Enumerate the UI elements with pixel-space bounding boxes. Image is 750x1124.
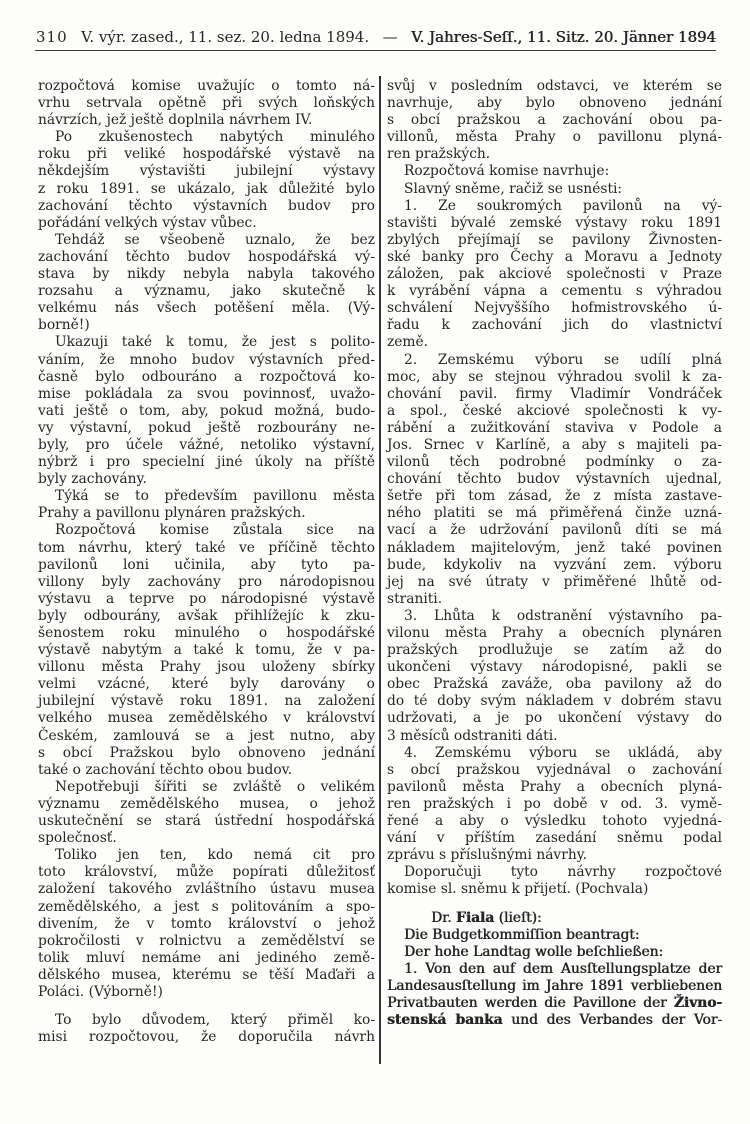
text-line: Nepotřebuji šířiti se zvláště o velikém xyxy=(55,778,375,795)
text-line: chování těchto budov výstavních ujednal, xyxy=(387,471,722,488)
text-line: roku při veliké hospodářské výstavě na xyxy=(38,146,375,163)
text-line: ren pražských. xyxy=(387,146,491,163)
text-line: vati ještě o tom, aby, pokud možná, budo- xyxy=(38,402,375,419)
text-line: k vyrábění vápna a cementu s výhradou xyxy=(387,283,722,300)
text-line: ného platiti se má přiměřená činže uzná- xyxy=(387,505,722,522)
text-line: To bylo důvodem, který přiměl ko- xyxy=(55,1012,375,1029)
text-line: šetře při tom zásad, že z místa zastave- xyxy=(387,488,722,505)
text-line: stavišti bývalé zemské výstavy roku 1891 xyxy=(387,214,722,231)
header-separator: — xyxy=(382,28,398,46)
text-line: 2. Zemskému výboru se udílí plná xyxy=(404,351,722,368)
text-line: Prahy a pavillonu plynáren pražských. xyxy=(38,505,306,522)
text-line: rozpočtová komise uvažujíc o tomto ná- xyxy=(38,78,375,94)
text-line: nákladem majitelovým, jenž také povinen xyxy=(387,539,722,556)
column-right xyxy=(387,78,722,1046)
text-line: 3 měsíců odstraniti dáti. xyxy=(387,727,558,744)
text-line-german: 1. Von den auf dem Ausſtellungsplatze der xyxy=(404,960,722,977)
text-line: byly, pro účele vážné, netoliko výstavní, xyxy=(38,436,375,453)
text-line-german: Landesausſtellung im Jahre 1891 verbliebenen xyxy=(387,977,722,994)
text-line: pražských prodlužuje se zatím až do xyxy=(387,642,722,659)
text-line: pořádání velkých výstav vůbec. xyxy=(38,214,257,231)
text-line: chování pavil. firmy Vladimír Vondráček xyxy=(387,385,722,402)
text-line: vrhu setrvala opětně při svých loňských xyxy=(38,95,375,112)
text-line: stava by nikdy nebyla nabyla takového xyxy=(38,266,375,283)
text-line: rábění a zužitkování staviva v Podole a xyxy=(387,419,722,436)
text-line: záložen, pak akciové společnosti v Praze xyxy=(387,266,722,283)
emphasized-name: Živno- xyxy=(673,994,722,1011)
text-line: mise pokládala za svou povinnosť, uvažo- xyxy=(38,385,375,402)
text-line: Jos. Srnec v Karlíně, a aby s majiteli pa- xyxy=(387,436,722,453)
text-line: šenostem roku minulého o hospodářské xyxy=(38,625,375,641)
text-line: 1. Ze soukromých pavilonů na vý- xyxy=(404,197,722,214)
text-line: jubilejní výstavě roku 1891. na založení xyxy=(38,693,375,710)
text-line: Tehdáž se všeobeně uznalo, že bez xyxy=(55,231,375,248)
text-line: časně bylo odbouráno a rozpočtová ko- xyxy=(38,368,375,385)
header-session-german: V. Jahres-Seſſ., 11. Sitz. 20. Jänner 1894 xyxy=(411,28,716,46)
text-line: divením, že v tomto království o jehož xyxy=(38,915,375,932)
text-line: byly odbourány, avšak přihlížejíc k zku- xyxy=(38,607,375,624)
text-line: s obcí pražskou a zachování obou pa- xyxy=(387,112,722,129)
emphasized-name: Fiala xyxy=(455,909,495,926)
text-line-german: Der hohe Landtag wolle beſchließen: xyxy=(404,943,664,960)
text-line: pokročilosti v rolnictvu a zemědělství se xyxy=(38,932,375,949)
text-segment: (lieſt): xyxy=(494,909,542,926)
text-line: zbylých přejímají se pavilony Živnosten- xyxy=(387,231,722,248)
text-line: a spol., české akciové společnosti k vy- xyxy=(387,402,722,419)
text-line: Týká se to především pavillonu města xyxy=(55,488,375,505)
text-line: dělského musea, kterému se těší Maďaři a xyxy=(38,966,375,983)
text-line: společnosť. xyxy=(38,830,117,847)
text-line: Poláci. (Výborně!) xyxy=(38,983,163,1000)
text-line: zachování těchto výstavních budov pro xyxy=(38,197,375,214)
text-line: s obcí pražskou vyjednával o zachování xyxy=(387,761,722,778)
page-header xyxy=(36,28,716,46)
text-line: Ukazuji také k tomu, že jest s polito- xyxy=(55,334,375,351)
text-line: významu zemědělského musea, o jehož xyxy=(38,795,375,812)
text-line: založení takového zvláštního ústavu musea xyxy=(38,881,375,898)
text-line: Po zkušenostech nabytých minulého xyxy=(55,129,375,146)
text-line: výstavu a teprve po národopisné výstavě xyxy=(38,590,375,607)
header-rule xyxy=(35,50,716,51)
page-number: 310 xyxy=(36,28,68,46)
text-line: velmi vzácné, které byly darovány o xyxy=(38,676,375,693)
text-line: Rozpočtová komise zůstala sice na xyxy=(55,522,375,539)
text-line: váním, že mnoho budov výstavních před- xyxy=(38,351,375,368)
text-line: Českém, zamlouvá se a jest nutno, aby xyxy=(38,727,375,744)
text-line: schválení Nejvyššího hofmistrovského ú- xyxy=(387,300,722,317)
text-line: Doporučuji tyto návrhy rozpočtové xyxy=(404,864,722,881)
text-line: byly zachovány. xyxy=(38,471,147,488)
text-line: Slavný sněme, račiž se usnésti: xyxy=(404,180,623,197)
text-line: řadu k zachování jich do vlastnictví xyxy=(387,317,722,334)
text-line: s obcí Pražskou bylo obnoveno jednání xyxy=(38,744,375,761)
text-line: villonu města Prahy jsou uloženy sbírky xyxy=(38,659,375,676)
text-segment: und des Verbandes der Vor- xyxy=(502,1012,722,1029)
text-line: komise sl. sněmu k přijetí. (Pochvala) xyxy=(387,881,649,898)
text-line: velkému nás všech potěšení měla. (Vý- xyxy=(38,300,375,317)
text-line: toto království, může popírati důležitosť xyxy=(38,864,375,881)
text-line: uskutečnění se stará ústřední hospodářská xyxy=(38,813,375,830)
text-line: nýbrž i pro specielní jiné úkoly na příště xyxy=(38,454,375,471)
text-line: vilonů těch podrobné podmínky o za- xyxy=(387,454,722,471)
text-line: někdejším výstavišti jubilejní výstavy xyxy=(38,163,375,180)
text-line: svůj v posledním odstavci, ve kterém se xyxy=(387,78,722,94)
text-line: také o zachování těchto obou budov. xyxy=(38,761,293,778)
text-line: ren pražských i po době v od. 3. vymě- xyxy=(387,795,722,812)
text-line: země. xyxy=(387,334,429,351)
text-line: pavilonů města Prahy a obecních plyná- xyxy=(387,778,722,795)
text-line: rozsahu a významu, jako skutečně k xyxy=(38,283,375,300)
emphasized-name: stenská banka xyxy=(387,1012,503,1029)
text-line: moc, aby se stejnou výhradou svolil k za- xyxy=(387,368,722,385)
text-line: z roku 1891. se ukázalo, jak důležité bylo xyxy=(38,180,375,197)
text-line: Rozpočtová komise navrhuje: xyxy=(404,163,610,180)
text-line: tom návrhu, který také ve příčině těchto xyxy=(38,539,375,556)
column-left xyxy=(38,78,375,1046)
text-line: 4. Zemskému výboru se ukládá, aby xyxy=(404,744,722,761)
text-line: vací a že udržování pavilonů díti se má xyxy=(387,522,722,539)
text-line: misi rozpočtovou, že doporučila návrh xyxy=(38,1029,375,1046)
text-line: obec Pražská zaváže, oba pavilony až do xyxy=(387,676,722,693)
text-line: zachování těchto budov hospodářská vý- xyxy=(38,248,375,265)
text-columns xyxy=(38,78,722,1046)
header-session-czech: V. výr. zased., 11. sez. 20. ledna 1894. xyxy=(81,28,370,46)
text-line: ukončeni výstavy národopisné, pakli se xyxy=(387,659,722,676)
text-line-german: Die Budgetkommiſſion beantragt: xyxy=(404,926,640,943)
text-line: zemědělského, a jest s politováním a spo- xyxy=(38,898,375,915)
text-line: do té doby svým nákladem v dobrém stavu xyxy=(387,693,722,710)
text-line-german xyxy=(387,910,722,927)
text-line-german xyxy=(387,995,722,1012)
text-segment: Dr. xyxy=(431,909,456,926)
text-segment: Privatbauten werden die Pavillone der xyxy=(387,994,674,1011)
text-line: navrhuje, aby bylo obnoveno jednání xyxy=(387,95,722,112)
text-line: řené a aby o výsledku tohoto vyjedná- xyxy=(387,813,722,830)
text-line: tolik mluví nemáme ani jediného země- xyxy=(38,949,375,966)
text-line-german xyxy=(387,1012,722,1029)
text-line: vání v příštím zasedání sněmu podal xyxy=(387,830,722,847)
text-line: villony byly zachovány pro národopisnou xyxy=(38,573,375,590)
text-line: Toliko jen ten, kdo nemá cit pro xyxy=(55,847,375,864)
text-line: ské banky pro Čechy a Moravu a Jednoty xyxy=(387,248,722,265)
text-line: borně!) xyxy=(38,317,90,334)
text-line: 3. Lhůta k odstranění výstavního pa- xyxy=(404,607,722,624)
text-line: vilonu města Prahy a obecních plynáren xyxy=(387,625,722,641)
text-line: výstavě nabytým a také k tomu, že v pa- xyxy=(38,642,375,659)
column-divider xyxy=(379,76,381,1064)
text-line: bude, kdykoliv na vyzvání zem. výboru xyxy=(387,556,722,573)
text-line: návrzích, jež ještě doplnila návrhem IV. xyxy=(38,112,313,129)
text-line: zprávu s příslušnými návrhy. xyxy=(387,847,588,864)
text-line: velkého musea zemědělského v království xyxy=(38,710,375,727)
text-line: jej na své útraty v přiměřené lhůtě od- xyxy=(387,573,722,590)
text-line: villonů, města Prahy o pavillonu plyná- xyxy=(387,129,722,146)
text-line: vy výstavní, pokud ještě rozbourány ne- xyxy=(38,419,375,436)
text-line: pavilonů loni učinila, aby tyto pa- xyxy=(38,556,375,573)
text-line: straniti. xyxy=(387,590,443,607)
text-line: udržovati, a je po ukončení výstavy do xyxy=(387,710,722,727)
